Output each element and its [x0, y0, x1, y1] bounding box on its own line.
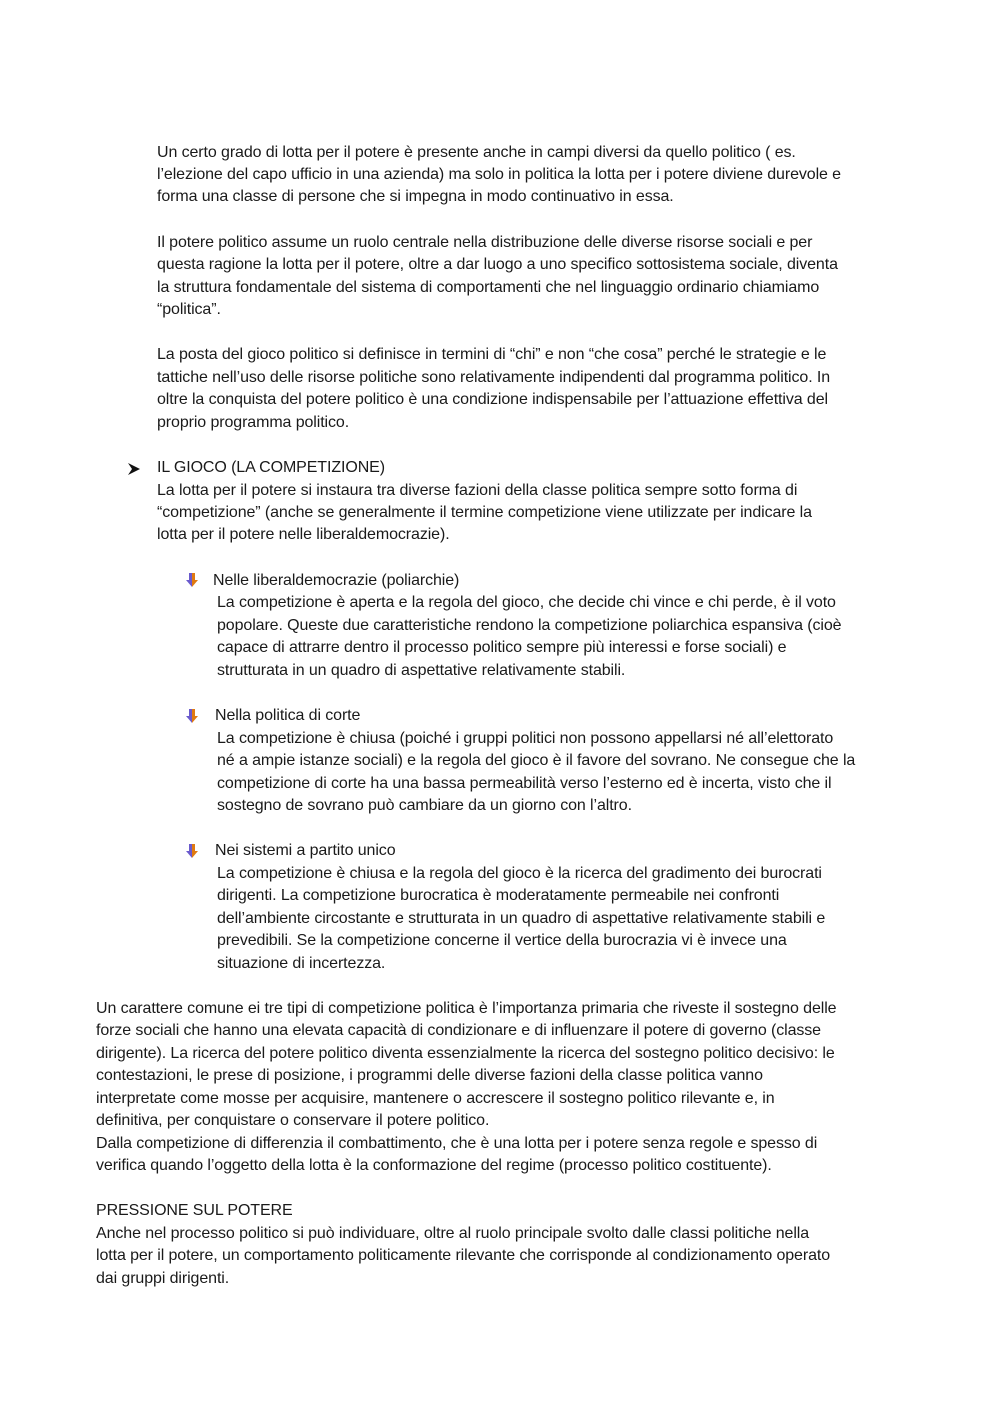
text-line: Il potere politico assume un ruolo centrale nella distribuzione delle diverse risorse sociali e per	[157, 234, 813, 251]
down-arrow-bullet-icon	[184, 708, 200, 724]
text-line: sostegno de sovrano può cambiare da un giorno con l’altro.	[217, 797, 632, 814]
arrowhead-bullet-icon	[126, 461, 142, 477]
text-line: forma una classe di persone che si impegna in modo continuativo in essa.	[157, 188, 674, 205]
text-line: “competizione” (anche se generalmente il termine competizione viene utilizzate per indicare la	[157, 504, 812, 521]
text-line: lotta per il potere nelle liberaldemocrazie).	[157, 526, 450, 543]
text-line: strutturata in un quadro di aspettative relativamente stabili.	[217, 662, 626, 679]
text-line: l’elezione del capo ufficio in una azienda) ma solo in politica la lotta per i potere diviene durevole e	[157, 166, 841, 183]
text-line: né a ampie istanze sociali) e la regola del gioco è il favore del sovrano. Ne consegue che la	[217, 752, 856, 769]
section-heading: IL GIOCO (LA COMPETIZIONE)	[157, 459, 385, 476]
down-arrow-bullet-icon	[184, 843, 200, 859]
text-line: definitiva, per conquistare o conservare il potere politico.	[96, 1112, 490, 1129]
text-line: La competizione è chiusa e la regola del gioco è la ricerca del gradimento dei burocrati	[217, 865, 822, 882]
text-line: situazione di incertezza.	[217, 955, 386, 972]
text-line: La competizione è chiusa (poiché i gruppi politici non possono appellarsi né all’elettorato	[217, 730, 834, 747]
text-line: lotta per il potere, un comportamento politicamente rilevante che corrisponde al condizionamento operato	[96, 1247, 831, 1264]
subsection-title: Nelle liberaldemocrazie (poliarchie)	[213, 572, 460, 589]
text-line: prevedibili. Se la competizione concerne il vertice della burocrazia vi è invece una	[217, 932, 787, 949]
text-line: Un carattere comune ei tre tipi di competizione politica è l’importanza primaria che riveste il sostegno delle	[96, 1000, 837, 1017]
text-line: “politica”.	[157, 301, 221, 318]
text-line: competizione di corte ha una bassa permeabilità verso l’esterno ed è incerta, visto che il	[217, 775, 832, 792]
text-line: Anche nel processo politico si può individuare, oltre al ruolo principale svolto dalle classi politiche nella	[96, 1225, 810, 1242]
subsection-title: Nella politica di corte	[215, 707, 361, 724]
text-line: La posta del gioco politico si definisce in termini di “chi” e non “che cosa” perché le strategie e le	[157, 346, 827, 363]
text-line: forze sociali che hanno una elevata capacità di condizionare e di influenzare il potere di governo (classe	[96, 1022, 821, 1039]
text-line: La lotta per il potere si instaura tra diverse fazioni della classe politica sempre sotto forma di	[157, 482, 798, 499]
text-line: questa ragione la lotta per il potere, oltre a dar luogo a uno specifico sottosistema sociale, diventa	[157, 256, 838, 273]
text-line: dirigente). La ricerca del potere politico diventa essenzialmente la ricerca del sostegno politico decisivo: le	[96, 1045, 835, 1062]
down-arrow-bullet-icon	[184, 572, 200, 588]
text-line: contestazioni, le prese di posizione, i programmi delle diverse fazioni della classe politica vanno	[96, 1067, 763, 1084]
text-line: dirigenti. La competizione burocratica è moderatamente permeabile nei confronti	[217, 887, 780, 904]
text-line: Dalla competizione di differenzia il combattimento, che è una lotta per i potere senza regole e spesso di	[96, 1135, 818, 1152]
text-line: la struttura fondamentale del sistema di comportamenti che nel linguaggio ordinario chiamiamo	[157, 279, 820, 296]
text-line: Un certo grado di lotta per il potere è presente anche in campi diversi da quello politico ( es.	[157, 144, 796, 161]
text-line: dell’ambiente circostante e strutturata in un quadro di aspettative relativamente stabili e	[217, 910, 826, 927]
text-line: verifica quando l’oggetto della lotta è la conformazione del regime (processo politico costituente).	[96, 1157, 772, 1174]
text-line: popolare. Queste due caratteristiche rendono la competizione poliarchica espansiva (cioè	[217, 617, 842, 634]
text-line: tattiche nell’uso delle risorse politiche sono relativamente indipendenti dal programma politico. In	[157, 369, 831, 386]
text-line: interpretate come mosse per acquisire, mantenere o accrescere il sostegno politico rilevante e, in	[96, 1090, 775, 1107]
text-line: dai gruppi dirigenti.	[96, 1270, 230, 1287]
text-line: oltre la conquista del potere politico è una condizione indispensabile per l’attuazione effettiva del	[157, 391, 828, 408]
text-line: proprio programma politico.	[157, 414, 350, 431]
text-line: capace di attrarre dentro il processo politico sempre più interessi e forse sociali) e	[217, 639, 787, 656]
text-line: La competizione è aperta e la regola del gioco, che decide chi vince e chi perde, è il voto	[217, 594, 836, 611]
section-heading: PRESSIONE SUL POTERE	[96, 1202, 293, 1219]
subsection-title: Nei sistemi a partito unico	[215, 842, 396, 859]
